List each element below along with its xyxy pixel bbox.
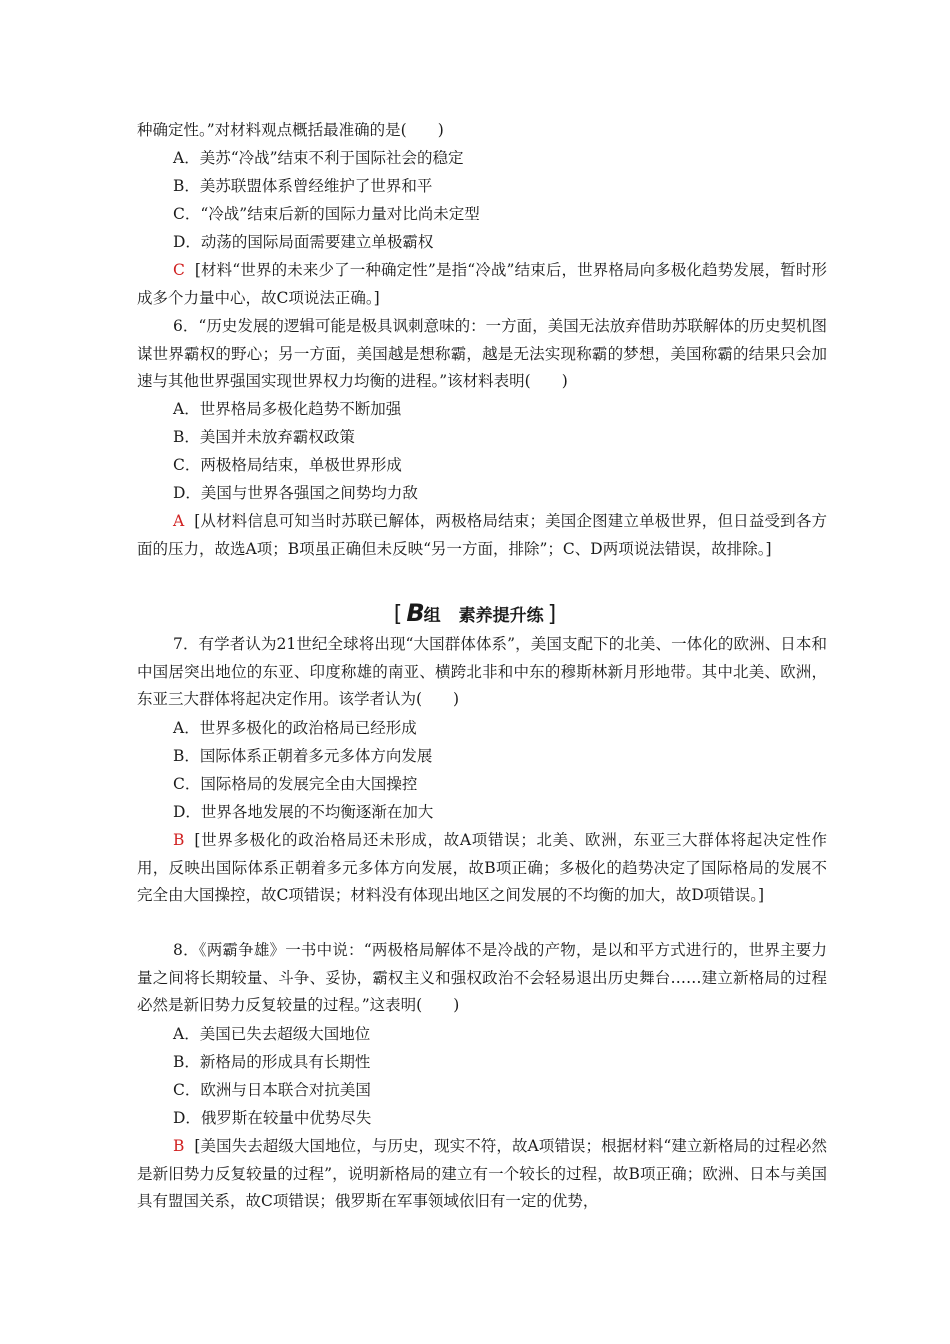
section-letter: B [406, 599, 424, 627]
q5-explanation-text: [材料“世界的未来少了一种确定性”是指“冷战”结束后，世界格局向多极化趋势发展，暂时形成多个力量中心，故C项说法正确。] [137, 261, 827, 307]
q6-answer-explanation [137, 508, 827, 563]
section-header [0, 598, 950, 628]
q5-option-b: B．美苏联盟体系曾经维护了世界和平 [173, 177, 433, 195]
q7-answer-explanation [137, 827, 827, 910]
q8-stem: 8．《两霸争雄》一书中说：“两极格局解体不是冷战的产物，是以和平方式进行的，世界主要力量之间将长期较量、斗争、妥协，霸权主义和强权政治不会轻易退出历史舞台……建立新格局的过程必然是新旧势力反复较量的过程。”这表明( ) [137, 941, 827, 1015]
q8-option-d: D．俄罗斯在较量中优势尽失 [173, 1109, 372, 1127]
section-bracket-left: [ [393, 602, 403, 627]
q8-answer-letter: B [173, 1137, 185, 1155]
q8-option-a: A．美国已失去超级大国地位 [173, 1025, 371, 1043]
q5-stem-tail: 种确定性。”对材料观点概括最准确的是( ) [137, 121, 444, 139]
section-bracket-right: ] [547, 602, 557, 627]
q6-option-d: D．美国与世界各强国之间势均力敌 [173, 484, 418, 502]
q7-option-d: D．世界各地发展的不均衡逐渐在加大 [173, 803, 434, 821]
q7-option-b: B．国际体系正朝着多元多体方向发展 [173, 747, 433, 765]
q7-explanation-text: [世界多极化的政治格局还未形成，故A项错误；北美、欧洲，东亚三大群体将起决定性作用，反映出国际体系正朝着多元多体方向发展，故B项正确；多极化的趋势决定了国际格局的发展不完全由大国操控，故C项错误；材料没有体现出地区之间发展的不均衡的加大，故D项错误。] [137, 831, 827, 905]
q8-explanation-text: [美国失去超级大国地位，与历史，现实不符，故A项错误；根据材料“建立新格局的过程必然是新旧势力反复较量的过程”，说明新格局的建立有一个较长的过程，故B项正确；欧洲、日本与美国具有盟国关系，故C项错误；俄罗斯在军事领域依旧有一定的优势， [137, 1137, 827, 1211]
section-group: 组 [423, 606, 441, 626]
q6-option-b: B．美国并未放弃霸权政策 [173, 428, 355, 446]
q5-option-d: D．动荡的国际局面需要建立单极霸权 [173, 233, 434, 251]
q5-option-a: A．美苏“冷战”结束不利于国际社会的稳定 [173, 149, 464, 167]
q6-explanation-text: [从材料信息可知当时苏联已解体，两极格局结束；美国企图建立单极世界，但日益受到各方面的压力，故选A项；B项虽正确但未反映“另一方面，排除”；C、D两项说法错误，故排除。] [137, 512, 827, 558]
q6-stem: 6．“历史发展的逻辑可能是极具讽刺意味的：一方面，美国无法放弃借助苏联解体的历史契机图谋世界霸权的野心；另一方面，美国越是想称霸，越是无法实现称霸的梦想，美国称霸的结果只会加速与其他世界强国实现世界权力均衡的进程。”该材料表明( ) [137, 317, 827, 391]
section-title: 素养提升练 [458, 606, 544, 626]
q8-answer-explanation [137, 1133, 827, 1216]
q7-stem: 7．有学者认为21世纪全球将出现“大国群体体系”，美国支配下的北美、一体化的欧洲、日本和中国居突出地位的东亚、印度称雄的南亚、横跨北非和中东的穆斯林新月形地带。其中北美、欧洲，东亚三大群体将起决定作用。该学者认为( ) [137, 635, 827, 709]
q5-answer-explanation [137, 257, 827, 312]
q8-option-b: B．新格局的形成具有长期性 [173, 1053, 371, 1071]
q5-answer-letter: C [173, 261, 185, 279]
q6-option-a: A．世界格局多极化趋势不断加强 [173, 400, 402, 418]
q7-option-c: C．国际格局的发展完全由大国操控 [173, 775, 418, 793]
q5-option-c: C．“冷战”结束后新的国际力量对比尚未定型 [173, 205, 480, 223]
q8-option-c: C．欧洲与日本联合对抗美国 [173, 1081, 371, 1099]
q6-answer-letter: A [173, 512, 185, 530]
q7-answer-letter: B [173, 831, 185, 849]
q7-option-a: A．世界多极化的政治格局已经形成 [173, 719, 417, 737]
q6-option-c: C．两极格局结束，单极世界形成 [173, 456, 402, 474]
